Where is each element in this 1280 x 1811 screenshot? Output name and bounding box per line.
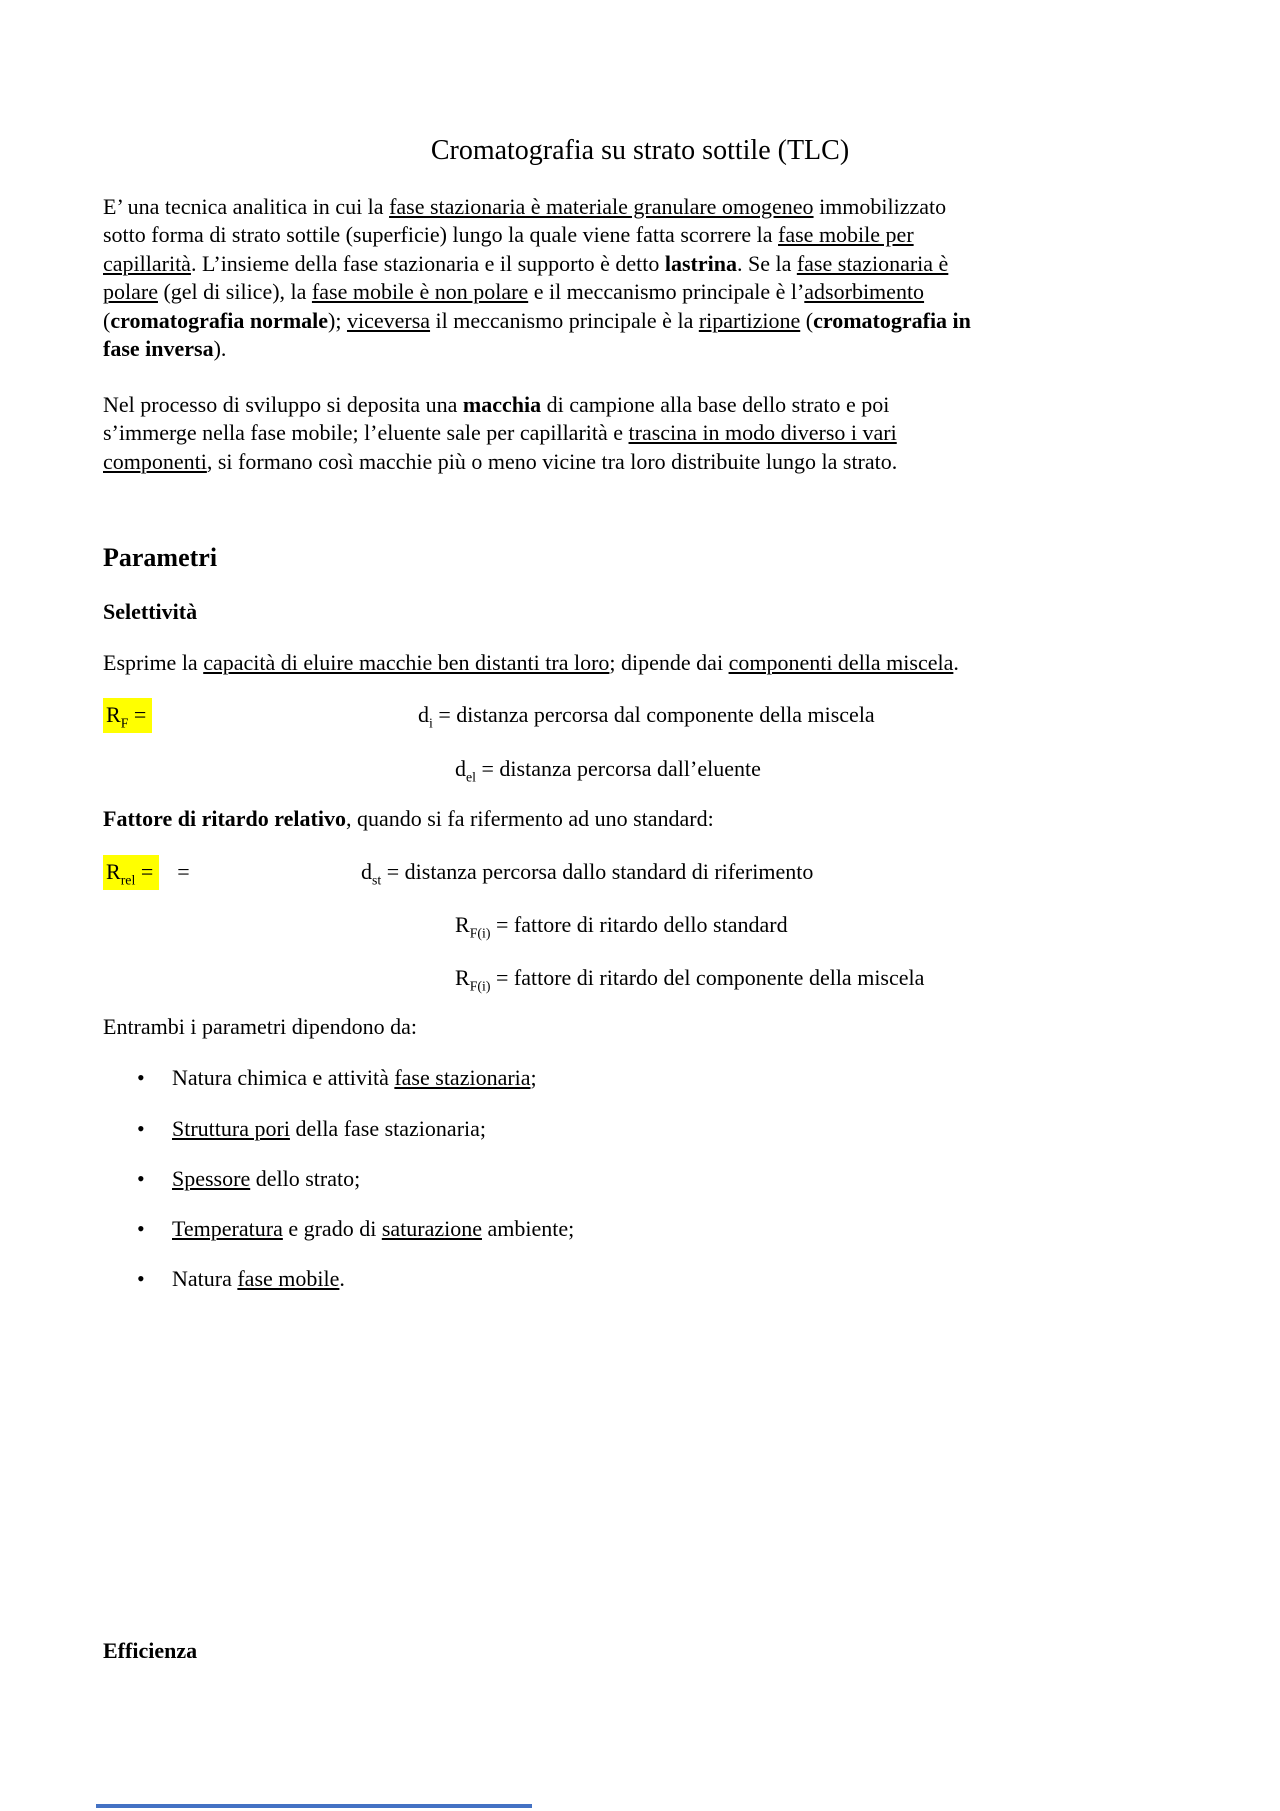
del-definition-row xyxy=(103,752,1203,786)
bullet-icon: • xyxy=(137,1166,145,1191)
list-item-text: Struttura pori della fase stazionaria; xyxy=(172,1116,487,1141)
fattore-ritardo-line: Fattore di ritardo relativo, quando si fa rifermento ad uno standard: xyxy=(103,806,714,831)
list-item xyxy=(103,1115,1103,1145)
list-item-text: Temperatura e grado di saturazione ambiente; xyxy=(172,1216,575,1241)
dependence-intro-line: Entrambi i parametri dipendono da: xyxy=(103,1014,418,1039)
bullet-icon: • xyxy=(137,1116,145,1141)
bullet-icon: • xyxy=(137,1065,145,1090)
page-bottom-accent-line xyxy=(96,1804,532,1808)
list-item xyxy=(103,1165,1103,1195)
list-item xyxy=(103,1064,1103,1094)
rf-definition: $d_i$ = distanza percorsa dal componente della miscela xyxy=(418,702,875,731)
selettivita-description: Esprime la capacità di eluire macchie ben distanti tra loro; dipende dai componenti della miscela. xyxy=(103,650,959,675)
list-item xyxy=(103,1265,1103,1295)
rf-standard-definition: $R_{F(i)}$ = fattore di ritardo dello standard xyxy=(455,912,788,941)
intro-paragraph: E’ una tecnica analitica in cui la fase stazionaria è materiale granulare omogeneo immobilizzato sotto forma di strato sottile (superficie) lungo la quale viene fatta scorrere la fase mobile per capillarità. L’insieme della fase stazionaria e il supporto è detto lastrina. Se la fase stazionaria è polare (gel di silice), la fase mobile è non polare e il meccanismo principale è l’adsorbimento (cromatografia normale); viceversa il meccanismo principale è la ripartizione (cromatografia in fase inversa). xyxy=(103,194,971,362)
process-paragraph: Nel processo di sviluppo si deposita una macchia di campione alla base dello strato e poi s’immerge nella fase mobile; l’eluente sale per capillarità e trascina in modo diverso i vari componenti, si formano così macchie più o meno vicine tra loro distribuite lungo la strato. xyxy=(103,392,898,474)
rf-component-definition: $R_{F(i)}$ = fattore di ritardo del componente della miscela xyxy=(455,965,925,994)
list-item-text: Natura fase mobile. xyxy=(172,1266,345,1291)
rrel-formula-row xyxy=(103,855,1203,889)
rf-component-definition-row xyxy=(103,961,1203,995)
bullet-icon: • xyxy=(137,1216,145,1241)
rf-formula-row xyxy=(103,698,1203,732)
efficienza-heading: Efficienza xyxy=(103,1638,198,1663)
rf-formula-highlight: $R_F$ = xyxy=(103,698,152,733)
rrel-extra-equals: = xyxy=(177,859,190,884)
selettivita-heading: Selettività xyxy=(103,599,198,624)
list-item xyxy=(103,1215,1103,1245)
rrel-formula-highlight: $R_{rel}$ = xyxy=(103,855,159,890)
rf-standard-definition-row xyxy=(103,908,1203,942)
del-definition: $d_{el}$ = distanza percorsa dall’eluente xyxy=(455,756,761,785)
list-item-text: Natura chimica e attività fase stazionaria; xyxy=(172,1065,537,1090)
bullet-icon: • xyxy=(137,1266,145,1291)
list-item-text: Spessore dello strato; xyxy=(172,1166,361,1191)
parametri-heading: Parametri xyxy=(103,543,218,572)
document-title: Cromatografia su strato sottile (TLC) xyxy=(430,135,850,166)
dst-definition: $d_{st}$ = distanza percorsa dallo standard di riferimento xyxy=(361,859,814,888)
